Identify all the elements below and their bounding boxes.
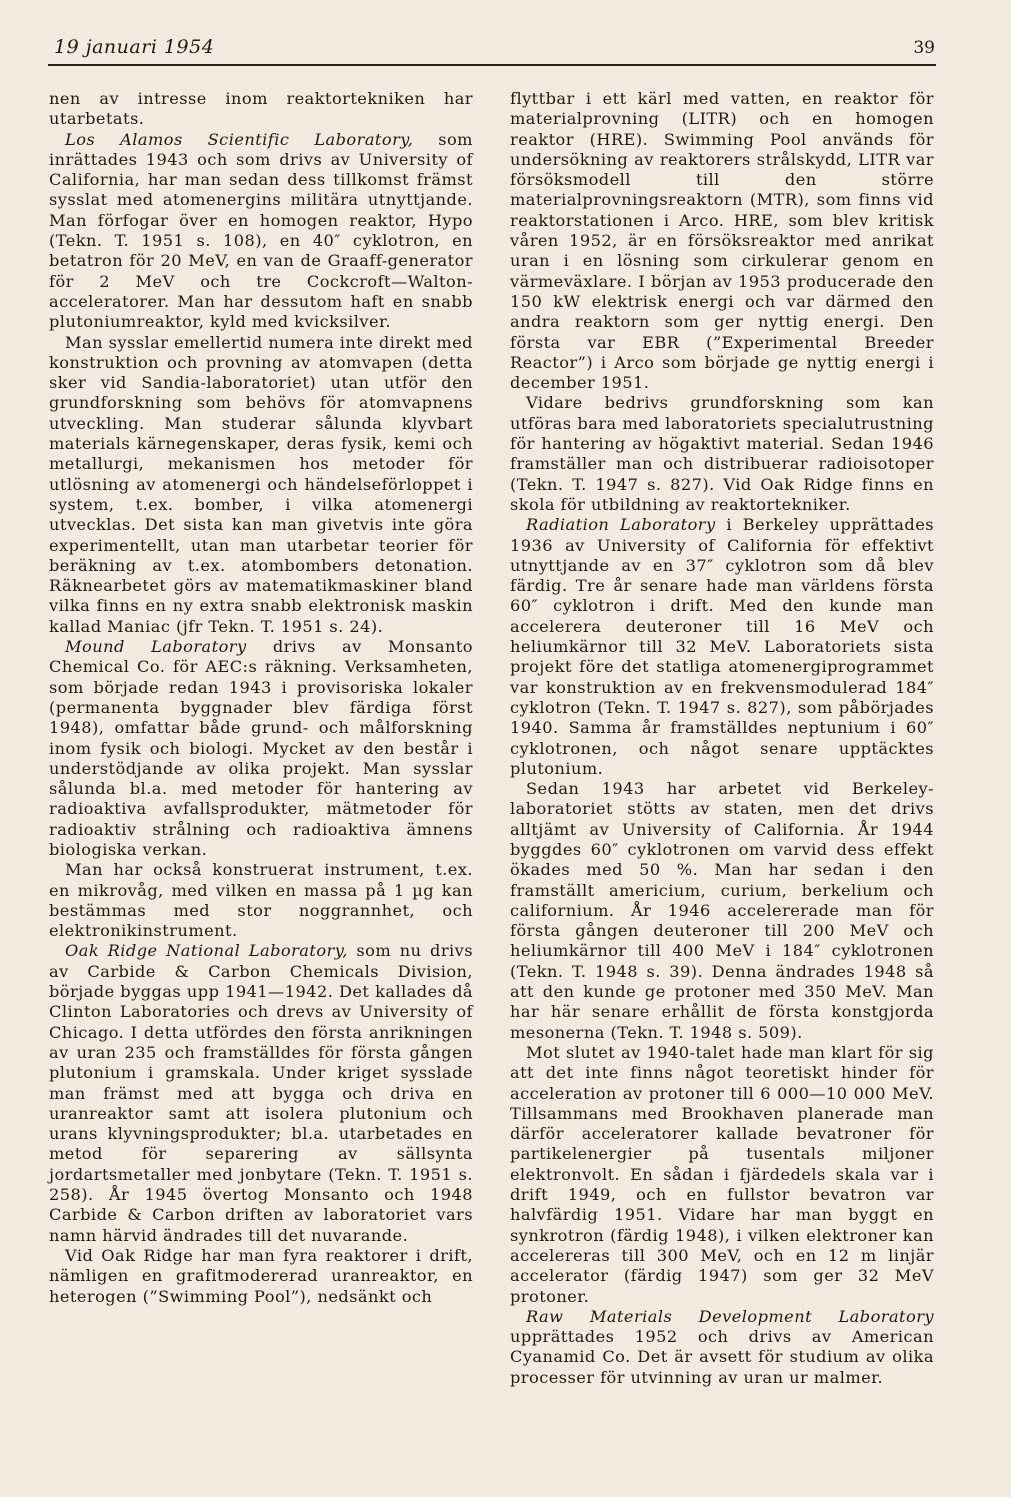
paragraph: Sedan 1943 har arbetet vid Berkeley-laboratoriet stötts av staten, men det drivs alltjämt av University of California. År 1944 byggdes 60″ cyklotronen om varvid dess effekt ökades med 50 %. Man har sedan i den framställt americium, curium, berkelium och californium. År 1946 accelererade man för första gången deuteroner till 200 MeV och heliumkärnor till 400 MeV i 184″ cyklotronen (Tekn. T. 1948 s. 39). Denna ändrades 1948 så att den kunde ge protoner med 350 MeV. Man har här senare erhållit de första konstgjorda mesonerna (Tekn. T. 1948 s. 509).	[510, 779, 934, 1042]
header-date: 19 januari 1954	[54, 36, 215, 58]
paragraph-text: drivs av Monsanto Chemical Co. för AEC:s räkning. Verksamheten, som började redan 1943 i provisoriska lokaler (permanenta byggnader blev färdiga först 1948), omfattar både grund- och målforskning inom fysik och biologi. Mycket av den består i understödjande av olika projekt. Man sysslar sålunda bl.a. med metoder för hantering av radioaktiva avfallsprodukter, mätmetoder för radioaktiv strålning och radioaktiva ämnens biologiska verkan.	[49, 637, 473, 859]
laboratory-name: Raw Materials Development Laboratory	[526, 1306, 934, 1326]
paragraph: flyttbar i ett kärl med vatten, en reaktor för materialprovning (LITR) och en homogen reaktor (HRE). Swimming Pool används för undersökning av reaktorers strålskydd, LITR var försöksmodell till den större materialprovningsreaktorn (MTR), som finns vid reaktorstationen i Arco. HRE, som blev kritisk våren 1952, är en försöksreaktor med anrikat uran i en lösning som cirkulerar genom en värmeväxlare. I början av 1953 producerade den 150 kW elektrisk energi och var därmed den andra reaktorn som ger nyttig energi. Den första var EBR (”Experimental Breeder Reactor”) i Arco som började ge nyttig energi i december 1951.	[510, 89, 934, 393]
paragraph	[49, 941, 473, 1245]
paragraph: nen av intresse inom reaktortekniken har utarbetats.	[49, 89, 473, 129]
paragraph	[510, 1307, 934, 1388]
paragraph: Man sysslar emellertid numera inte direkt med konstruktion och provning av atomvapen (detta sker vid Sandia-laboratoriet) utan utför den grundforskning som behövs för atomvapnens utveckling. Man studerar sålunda klyvbart materials kärnegenskaper, deras fysik, kemi och metallurgi, mekanismen hos metoder för utlösning av atomenergi och händelseförloppet i system, t.ex. bomber, i vilka atomenergi utvecklas. Det sista kan man givetvis inte göra experimentellt, utan man utarbetar teorier för beräkning av t.ex. atombombers detonation. Räknearbetet görs av matematikmaskiner bland vilka finns en ny extra snabb elektronisk maskin kallad Maniac (jfr Tekn. T. 1951 s. 24).	[49, 332, 473, 636]
paragraph	[510, 515, 934, 779]
paragraph: Mot slutet av 1940-talet hade man klart för sig att det inte finns något teoretiskt hinder för acceleration av protoner till 6 000—10 000 MeV. Tillsammans med Brookhaven planerade man därför acceleratorer kallade bevatroner för partikelenergier på tusentals miljoner elektronvolt. En sådan i fjärdedels skala var i drift 1949, och en fullstor bevatron var halvfärdig 1951. Vidare har man byggt en synkrotron (färdig 1948), i vilken elektroner kan accelereras till 300 MeV, och en 12 m linjär accelerator (färdig 1947) som ger 32 MeV protoner.	[510, 1042, 934, 1306]
paragraph	[49, 130, 473, 333]
laboratory-name: Oak Ridge National Laboratory,	[65, 941, 348, 961]
paragraph-text: i Berkeley upprättades 1936 av University of California för effektivt utnyttjande av en 37″ cyklotron som då blev färdig. Tre år senare hade man världens första 60″ cyklotron i drift. Med den kunde man accelerera deuteroner till 16 MeV och heliumkärnor till 32 MeV. Laboratoriets sista projekt före det statliga atomenergiprogrammet var konstruktion av en frekvensmodulerad 184″ cyklotron (Tekn. T. 1947 s. 827), som påbörjades 1940. Samma år framställdes neptunium i 60″ cyklotronen, och något senare upptäcktes plutonium.	[510, 515, 934, 778]
laboratory-name: Los Alamos Scientific Laboratory,	[65, 129, 414, 149]
laboratory-name: Mound Laboratory	[65, 637, 247, 657]
header-rule	[48, 64, 936, 66]
paragraph-text: upprättades 1952 och drivs av American Cyanamid Co. Det är avsett för studium av olika processer för utvinning av uran ur malmer.	[510, 1327, 934, 1387]
page-number: 39	[913, 38, 935, 58]
paragraph-text: som nu drivs av Carbide & Carbon Chemicals Division, började byggas upp 1941—1942. Det kallades då Clinton Laboratories och drevs av University of Chicago. I detta utfördes den första anrikningen av uran 235 och framställdes för första gången plutonium i gramskala. Under kriget sysslade man främst med att bygga och driva en uranreaktor samt att isolera plutonium och urans klyvningsprodukter; bl.a. utarbetades en metod för separering av sällsynta jordartsmetaller med jonbytare (Tekn. T. 1951 s. 258). År 1945 övertog Monsanto och 1948 Carbide & Carbon driften av laboratoriet vars namn härvid ändrades till det nuvarande.	[49, 941, 473, 1245]
paragraph-text: som inrättades 1943 och som drivs av University of California, har man sedan dess tillkomst främst sysslat med atomenergins militära utnyttjande. Man förfogar över en homogen reaktor, Hypo (Tekn. T. 1951 s. 108), en 40″ cyklotron, en betatron för 20 MeV, en van de Graaff-generator för 2 MeV och tre Cockcroft—Walton-acceleratorer. Man har dessutom haft en snabb plutoniumreaktor, kyld med kvicksilver.	[49, 129, 473, 332]
paragraph	[49, 637, 473, 860]
left-column	[49, 89, 473, 1307]
paragraph: Vid Oak Ridge har man fyra reaktorer i drift, nämligen en grafitmodererad uranreaktor, en heterogen (”Swimming Pool”), nedsänkt och	[49, 1245, 473, 1306]
right-column	[510, 89, 934, 1388]
paragraph: Vidare bedrivs grundforskning som kan utföras bara med laboratoriets specialutrustning för hantering av högaktivt material. Sedan 1946 framställer man och distribuerar radioisotoper (Tekn. T. 1947 s. 827). Vid Oak Ridge finns en skola för utbildning av reaktortekniker.	[510, 393, 934, 514]
paragraph: Man har också konstruerat instrument, t.ex. en mikrovåg, med vilken en massa på 1 µg kan bestämmas med stor noggrannhet, och elektronikinstrument.	[49, 860, 473, 941]
laboratory-name: Radiation Laboratory	[526, 515, 716, 535]
